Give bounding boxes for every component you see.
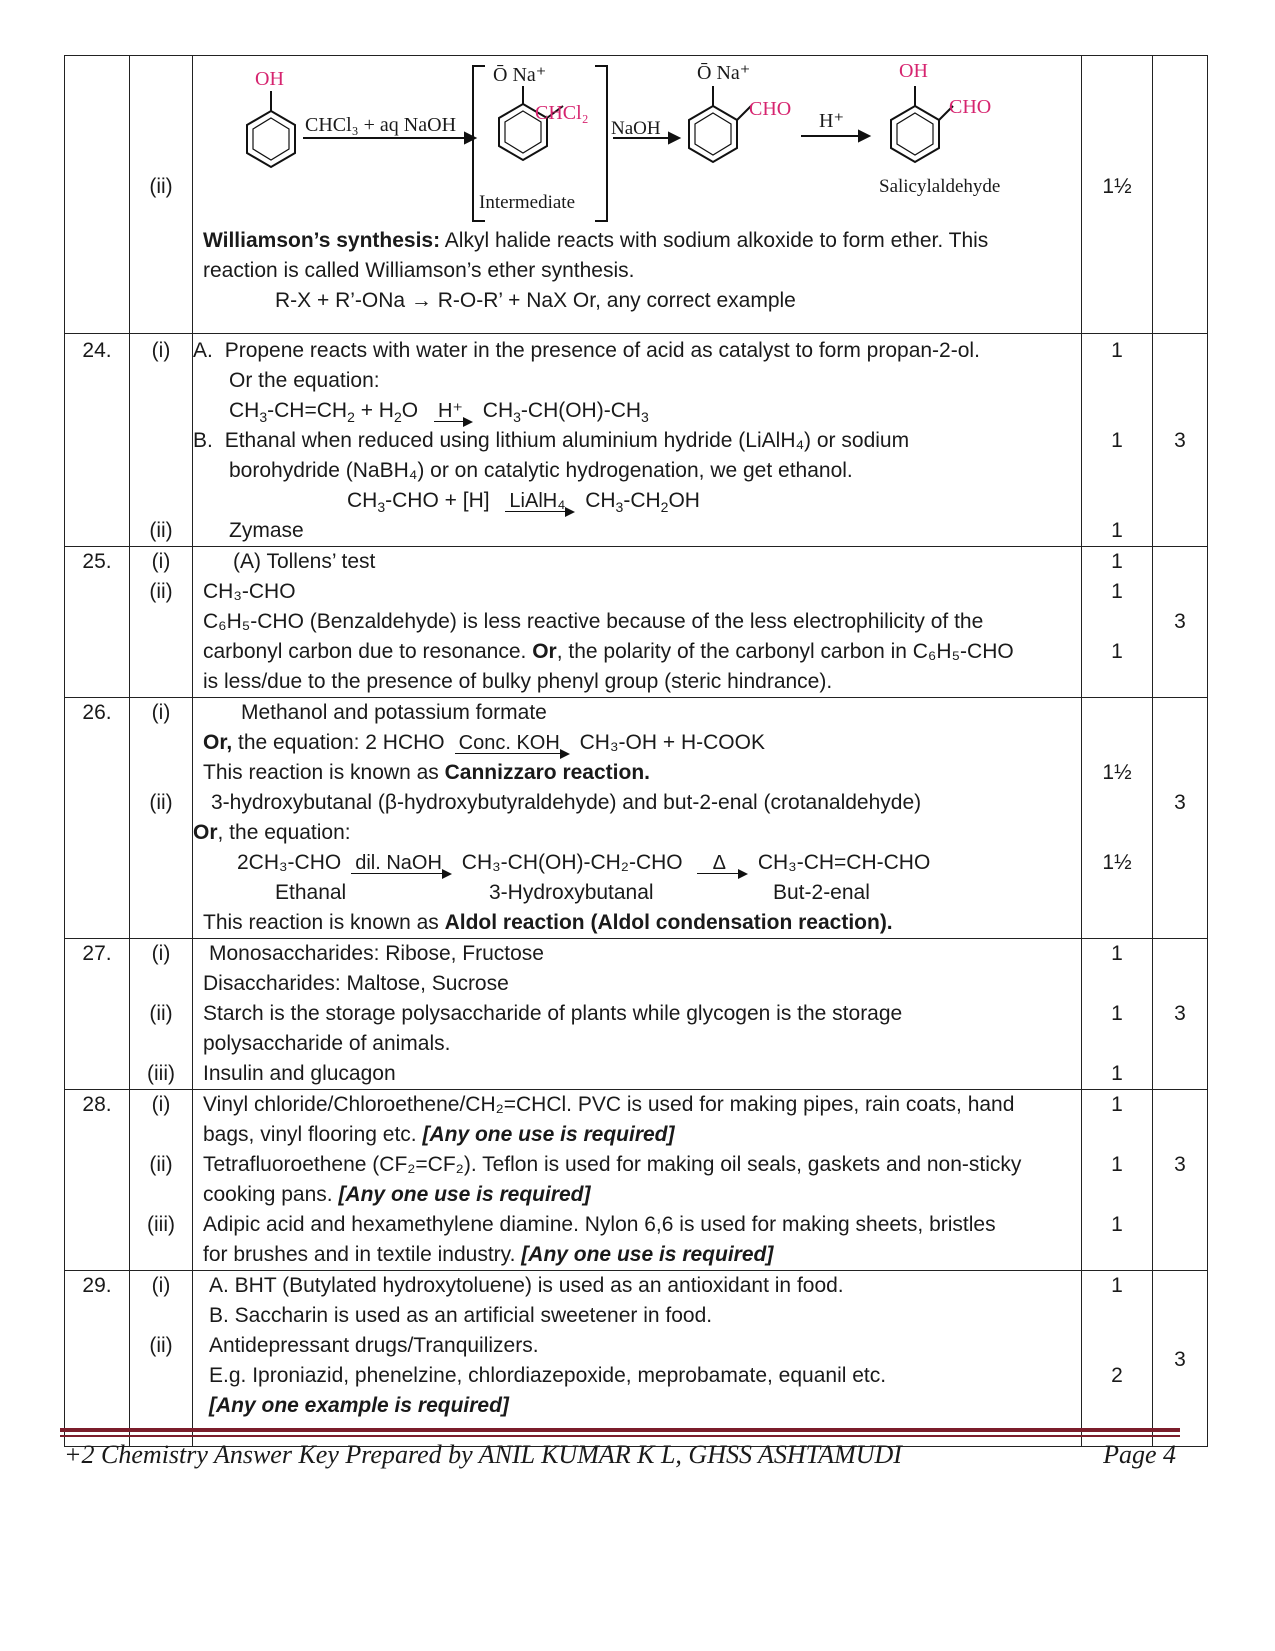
footer-rule-thin bbox=[60, 1435, 1180, 1437]
table-row bbox=[65, 1271, 1208, 1447]
marks-cell: 1 1 1 bbox=[1082, 547, 1153, 698]
phenoxide-label: Ō Na⁺ bbox=[493, 64, 547, 86]
answer-cell: Monosaccharides: Ribose, Fructose Disaccharides: Maltose, Sucrose Starch is the storage polysaccharide of plants while glycogen is the storage polysaccharide of animals. Insulin and glucagon bbox=[193, 939, 1082, 1090]
total-cell: 3 bbox=[1153, 1090, 1208, 1271]
reaction-arrow: Conc. KOH bbox=[455, 733, 564, 754]
hydration-equation: $CH_3-CH=CH_2 + H_2O$ H⁺ $CH_3-CH(OH)-CH_3$ bbox=[229, 399, 649, 426]
williamson-equation: R-X + R’-ONa → R-O-R’ + NaX Or, any correct example bbox=[275, 289, 796, 312]
naoh-label: NaOH bbox=[611, 118, 661, 139]
answer-cell: Vinyl chloride/Chloroethene/CH₂=CHCl. PVC is used for making pipes, rain coats, hand bags, vinyl flooring etc. [Any one use is required] Tetrafluoroethene (CF₂=CF₂). Teflon is used for making oil seals, gaskets and non-sticky cooking pans. [Any one use is required] Adipic acid and hexamethylene diamine. Nylon 6,6 is used for making sheets, bristles for brushes and in textile industry. [Any one use is required] bbox=[193, 1090, 1082, 1271]
reagent-label: CHCl₃ + aq NaOH bbox=[305, 114, 457, 136]
table-row bbox=[65, 698, 1208, 939]
question-number: 27. bbox=[65, 939, 130, 1090]
sub-question-number: (i) (ii) bbox=[130, 547, 193, 698]
total-cell: 3 bbox=[1153, 334, 1208, 547]
page-number: Page 4 bbox=[1103, 1440, 1176, 1469]
h-plus-label: H⁺ bbox=[819, 110, 844, 132]
table-row bbox=[65, 1090, 1208, 1271]
marks-cell: 1 1 1 bbox=[1082, 939, 1153, 1090]
oh-label: OH bbox=[255, 68, 284, 90]
marks-cell: 1½ bbox=[1082, 56, 1153, 334]
total-cell: 3 bbox=[1153, 939, 1208, 1090]
sub-question-number: (i) (ii) bbox=[130, 334, 193, 547]
reimer-tiemann-scheme bbox=[203, 56, 1075, 226]
answer-key-page bbox=[64, 55, 1208, 1447]
answer-cell: A. BHT (Butylated hydroxytoluene) is used as an antioxidant in food. B. Saccharin is used as an artificial sweetener in food. Antidepressant drugs/Tranquilizers. E.g. Iproniazid, phenelzine, chlordiazepoxide, meprobamate, equanil etc. [Any one example is required] bbox=[193, 1271, 1082, 1447]
question-number: 29. bbox=[65, 1271, 130, 1447]
chcl2-label: CHCl₂ bbox=[535, 102, 589, 124]
marks-cell: 1 1 1 bbox=[1082, 1090, 1153, 1271]
intermediate-label: Intermediate bbox=[479, 192, 576, 213]
cho-label: CHO bbox=[749, 98, 792, 120]
total-cell: 3 bbox=[1153, 698, 1208, 939]
total-cell: 3 bbox=[1153, 547, 1208, 698]
footer-credit: +2 Chemistry Answer Key Prepared by ANIL KUMAR K L, GHSS ASHTAMUDI bbox=[64, 1440, 902, 1469]
table-row bbox=[65, 547, 1208, 698]
question-number bbox=[65, 56, 130, 334]
product-label: Salicylaldehyde bbox=[879, 176, 1001, 197]
total-cell bbox=[1153, 56, 1208, 334]
oh-label-2: OH bbox=[899, 60, 928, 82]
sub-question-number: (i) (ii) bbox=[130, 698, 193, 939]
marks-cell: 1½ 1½ bbox=[1082, 698, 1153, 939]
reaction-arrow: LiAlH₄ bbox=[505, 491, 569, 512]
sub-question-number: (i) (ii) bbox=[130, 1271, 193, 1447]
answer-cell: OH CHCl₃ + aq NaOH Ō Na⁺ CHCl₂ Intermediate NaOH Ō Na⁺ CHO H⁺ OH CHO Salicylaldehyde Williamson’s synthesis: Alkyl halide reacts with sodium alkoxide to form ether. This reaction is called Williamson’s ether synthesis. R-X + R’-ONa → R-O-R’ + NaX Or, any correct example bbox=[193, 56, 1082, 334]
sub-question-number: (i) (ii) (iii) bbox=[130, 1090, 193, 1271]
answer-table bbox=[64, 55, 1208, 1447]
question-number: 26. bbox=[65, 698, 130, 939]
question-number: 28. bbox=[65, 1090, 130, 1271]
phenoxide-label-2: Ō Na⁺ bbox=[697, 62, 751, 84]
marks-cell: 1 1 1 bbox=[1082, 334, 1153, 547]
page-footer bbox=[64, 1440, 1176, 1470]
cho-label-2: CHO bbox=[949, 96, 992, 118]
aldol-equation: 2CH₃-CHO dil. NaOH CH₃-CH(OH)-CH₂-CHO Δ CH₃-CH=CH-CHO bbox=[237, 851, 931, 874]
footer-rule bbox=[60, 1428, 1180, 1432]
reaction-arrow: Δ bbox=[697, 853, 742, 874]
table-row bbox=[65, 939, 1208, 1090]
reduction-equation: $CH_3$-CHO + [H] LiAlH₄ $CH_3-CH_2OH$ bbox=[347, 489, 700, 516]
sub-question-number: (ii) bbox=[130, 56, 193, 334]
answer-cell: (A) Tollens’ test CH₃-CHO C₆H₅-CHO (Benzaldehyde) is less reactive because of the less electrophilicity of the carbonyl carbon due to resonance. Or, the polarity of the carbonyl carbon in C₆H₅-CHO is less/due to the presence of bulky phenyl group (steric hindrance). bbox=[193, 547, 1082, 698]
sub-question-number: (i) (ii) (iii) bbox=[130, 939, 193, 1090]
cannizzaro-equation: Or, the equation: 2 HCHO Conc. KOH CH₃-OH + H-COOK bbox=[203, 731, 765, 754]
question-number: 25. bbox=[65, 547, 130, 698]
table-row bbox=[65, 56, 1208, 334]
question-number: 24. bbox=[65, 334, 130, 547]
marks-cell: 1 2 bbox=[1082, 1271, 1153, 1447]
compound-names: Ethanal 3-Hydroxybutanal But-2-enal bbox=[275, 881, 870, 904]
total-cell: 3 bbox=[1153, 1271, 1208, 1447]
table-row bbox=[65, 334, 1208, 547]
reaction-arrow: dil. NaOH bbox=[351, 853, 446, 874]
answer-cell: A. Propene reacts with water in the presence of acid as catalyst to form propan-2-ol. Or the equation: $CH_3-CH=CH_2 + H_2O$ H⁺ $CH_3-CH(OH)-CH_3$ B. Ethanal when reduced using lithium aluminium hydride (LiAlH₄) or sodium borohydride (NaBH₄) or on catalytic hydrogenation, we get ethanol. $CH_3$-CHO + [H] LiAlH₄ $CH_3-CH_2OH$ Zymase bbox=[193, 334, 1082, 547]
answer-cell: Methanol and potassium formate Or, the equation: 2 HCHO Conc. KOH CH₃-OH + H-COOK This reaction is known as Cannizzaro reaction. 3-hydroxybutanal (β-hydroxybutyraldehyde) and but-2-enal (crotanaldehyde) Or, the equation: 2CH₃-CHO dil. NaOH CH₃-CH(OH)-CH₂-CHO Δ CH₃-CH=CH-CHO Ethanal 3-Hydroxybutanal But-2-enal This reaction is known as Aldol reaction (Aldol condensation reaction). bbox=[193, 698, 1082, 939]
reaction-arrow: H⁺ bbox=[434, 401, 467, 422]
